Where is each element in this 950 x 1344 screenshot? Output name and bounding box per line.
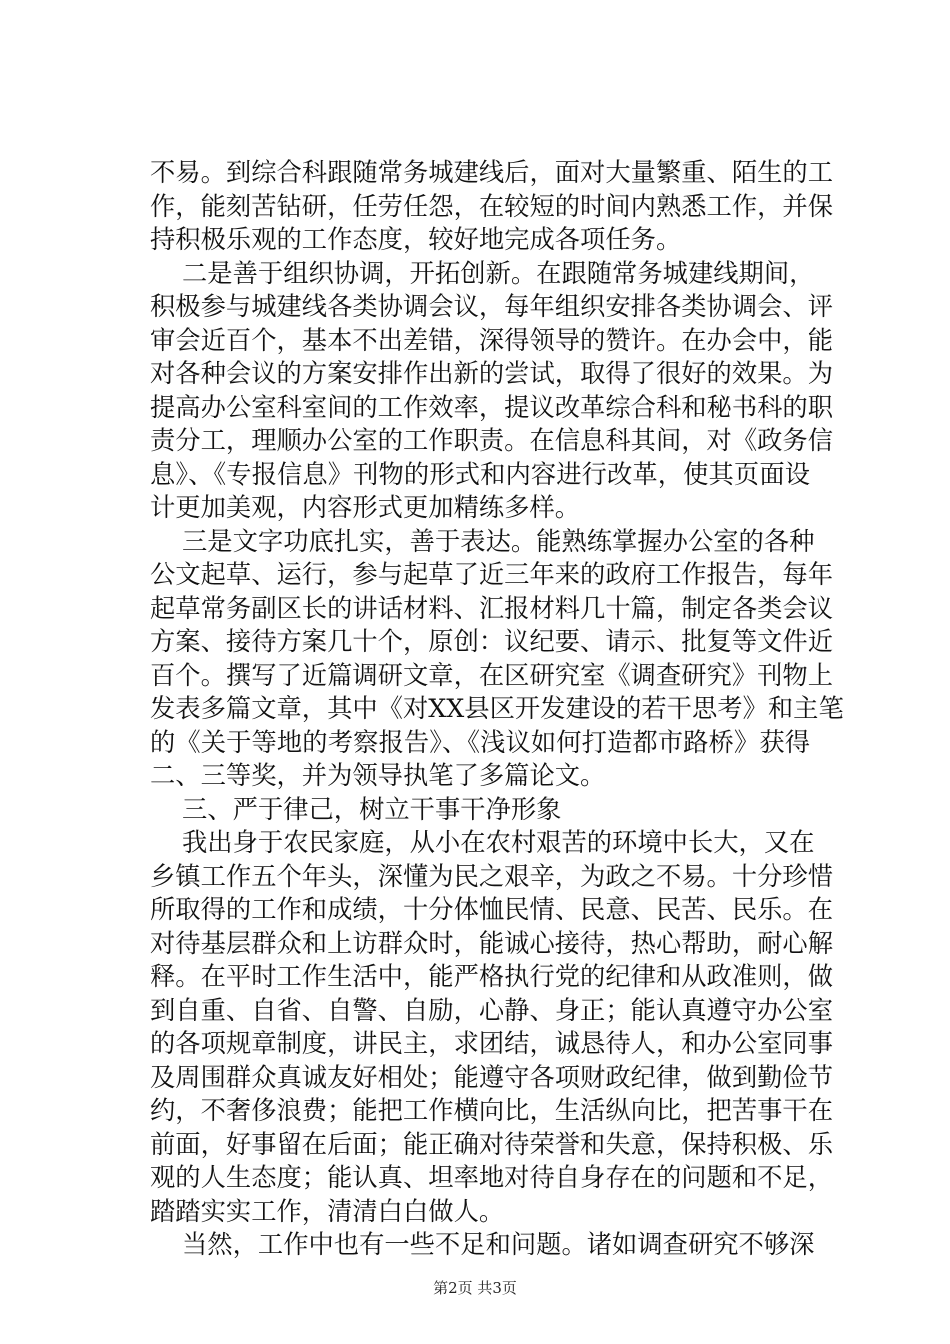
text-line: 积极参与城建线各类协调会议，每年组织安排各类协调会、评 (150, 292, 834, 321)
text-line: 起草常务副区长的讲话材料、汇报材料几十篇，制定各类会议 (150, 593, 834, 623)
text-line: 观的人生态度；能认真、坦率地对待自身存在的问题和不足， (150, 1163, 834, 1192)
text-line: 三、严于律己，树立干事干净形象 (182, 794, 562, 824)
text-line: 的《关于等地的考察报告》、《浅议如何打造都市路桥》获得 (150, 727, 810, 757)
text-line: 前面，好事留在后面；能正确对待荣誉和失意，保持积极、乐 (150, 1129, 834, 1159)
text-line: 审会近百个，基本不出差错，深得领导的赞许。在办会中，能 (150, 325, 834, 355)
text-line: 作，能刻苦钻研，任劳任怨，在较短的时间内熟悉工作，并保 (150, 191, 834, 221)
text-line: 所取得的工作和成绩，十分体恤民情、民意、民苦、民乐。在 (150, 895, 834, 924)
text-line: 责分工，理顺办公室的工作职责。在信息科其间，对《政务信 (150, 426, 834, 455)
text-line: 对各种会议的方案安排作出新的尝试，取得了很好的效果。为 (150, 359, 834, 388)
text-line: 踏踏实实工作，清清白白做人。 (150, 1196, 505, 1226)
text-line: 不易。到综合科跟随常务城建线后，面对大量繁重、陌生的工 (150, 158, 834, 187)
text-line: 三是文字功底扎实，善于表达。能熟练掌握办公室的各种 (182, 526, 815, 556)
text-line: 计更加美观，内容形式更加精练多样。 (150, 493, 581, 522)
text-line: 二、三等奖，并为领导执笔了多篇论文。 (150, 761, 606, 790)
text-line: 当然，工作中也有一些不足和问题。诸如调查研究不够深 (182, 1230, 815, 1259)
text-line: 我出身于农民家庭，从小在农村艰苦的环境中长大，又在 (182, 828, 815, 857)
text-line: 提高办公室科室间的工作效率，提议改革综合科和秘书科的职 (150, 392, 834, 422)
page-footer: 第2页 共3页 (433, 1279, 517, 1297)
text-line: 二是善于组织协调，开拓创新。在跟随常务城建线期间， (182, 258, 815, 288)
text-line: 乡镇工作五个年头，深懂为民之艰辛，为政之不易。十分珍惜 (150, 861, 834, 891)
text-line: 的各项规章制度，讲民主，求团结，诚恳待人，和办公室同事 (150, 1029, 834, 1058)
text-line: 发表多篇文章，其中《对XX县区开发建设的若干思考》和主笔 (150, 694, 844, 723)
text-line: 持积极乐观的工作态度，较好地完成各项任务。 (150, 225, 682, 254)
text-line: 息》、《专报信息》刊物的形式和内容进行改革，使其页面设 (150, 459, 810, 489)
text-line: 百个。撰写了近篇调研文章，在区研究室《调查研究》刊物上 (150, 660, 834, 690)
document-body (150, 156, 844, 1262)
text-line: 对待基层群众和上访群众时，能诚心接待，热心帮助，耐心解 (150, 928, 834, 958)
text-line: 及周围群众真诚友好相处；能遵守各项财政纪律，做到勤俭节 (150, 1062, 834, 1092)
text-line: 公文起草、运行，参与起草了近三年来的政府工作报告，每年 (150, 560, 834, 589)
text-line: 方案、接待方案几十个，原创：议纪要、请示、批复等文件近 (150, 627, 834, 656)
text-line: 约，不奢侈浪费；能把工作横向比，生活纵向比，把苦事干在 (150, 1096, 834, 1125)
text-line: 到自重、自省、自警、自励，心静、身正；能认真遵守办公室 (150, 995, 834, 1025)
text-line: 释。在平时工作生活中，能严格执行党的纪律和从政准则，做 (150, 962, 834, 991)
